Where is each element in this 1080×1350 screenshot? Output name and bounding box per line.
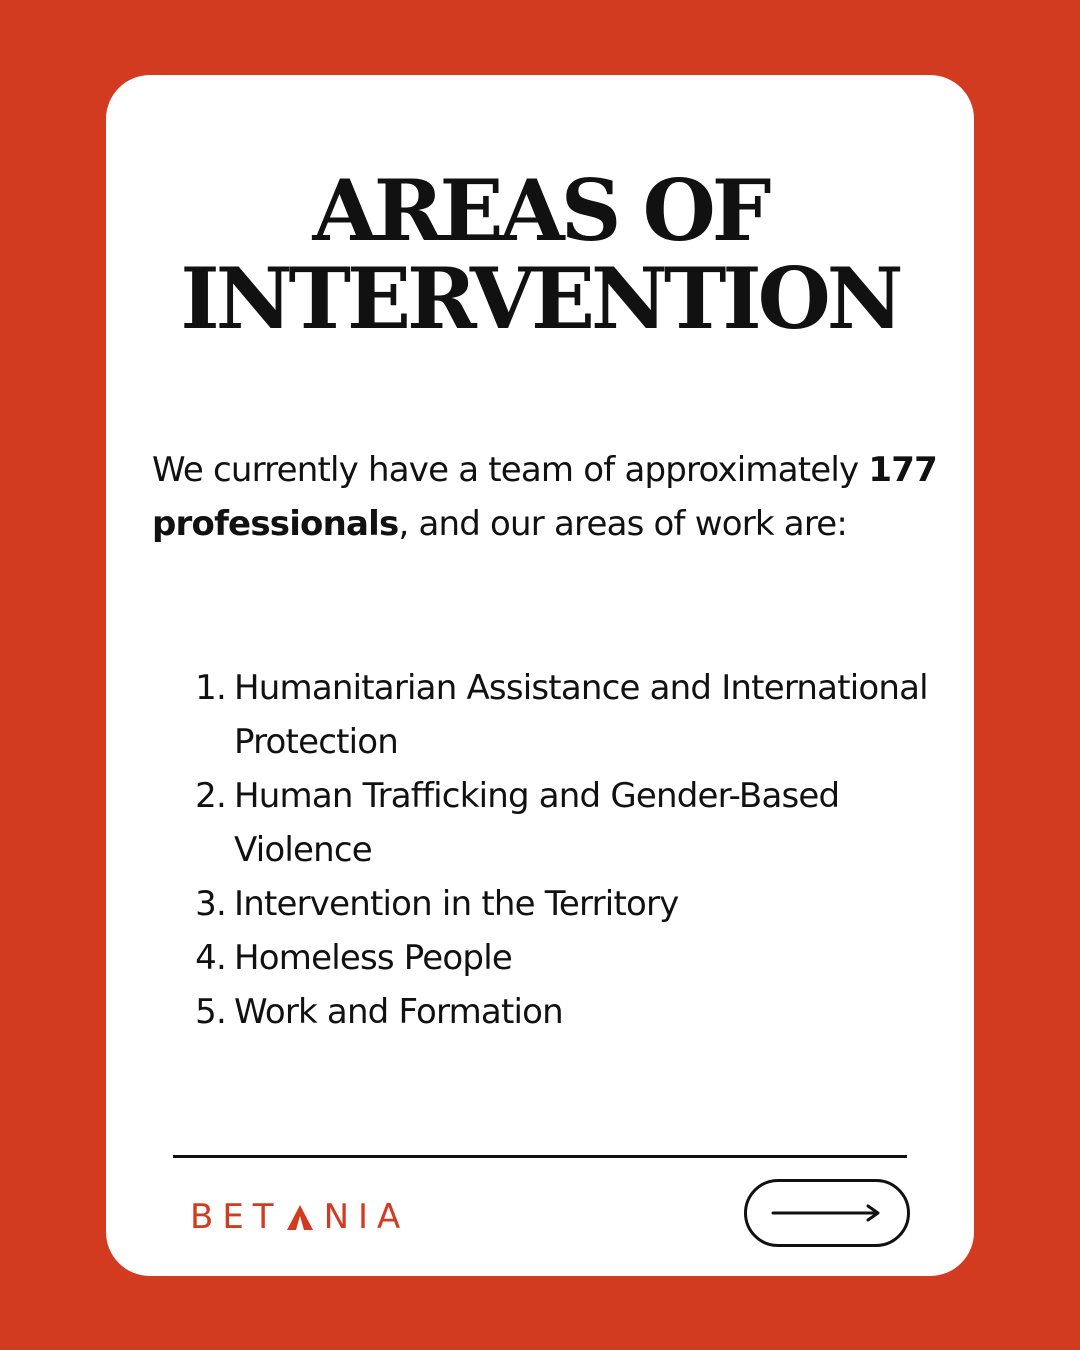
list-item-number: 2. (195, 776, 226, 816)
list-item (176, 769, 936, 877)
list-item-label: Work and Formation (234, 992, 563, 1032)
arrow-right-icon (771, 1203, 883, 1223)
intro-paragraph (152, 443, 952, 551)
logo-text-left: BET (190, 1197, 283, 1237)
title-line-2: INTERVENTION (180, 249, 900, 348)
content-card (106, 75, 974, 1276)
logo-triangle-icon (285, 1202, 315, 1232)
list-item (176, 877, 936, 931)
logo-text-right: NIA (323, 1197, 410, 1237)
betania-logo (190, 1195, 409, 1239)
list-item (176, 931, 936, 985)
list-item-number: 1. (195, 668, 226, 708)
list-item-label: Intervention in the Territory (234, 884, 679, 924)
page-title (106, 161, 974, 348)
list-item-number: 4. (195, 938, 226, 978)
footer-divider (173, 1155, 907, 1158)
list-item-number: 3. (195, 884, 226, 924)
list-item (176, 985, 936, 1039)
list-item-label: Humanitarian Assistance and International Protection (234, 668, 928, 762)
areas-list (176, 661, 936, 1039)
list-item-number: 5. (195, 992, 226, 1032)
next-button[interactable] (744, 1179, 910, 1247)
intro-text-start: We currently have a team of approximately (152, 450, 869, 490)
list-item-label: Human Trafficking and Gender-Based Violence (234, 776, 840, 870)
intro-highlight: 177 professionals (152, 450, 937, 544)
intro-text-end: , and our areas of work are: (398, 504, 848, 544)
list-item (176, 661, 936, 769)
title-line-1: AREAS OF (312, 161, 768, 260)
list-item-label: Homeless People (234, 938, 512, 978)
